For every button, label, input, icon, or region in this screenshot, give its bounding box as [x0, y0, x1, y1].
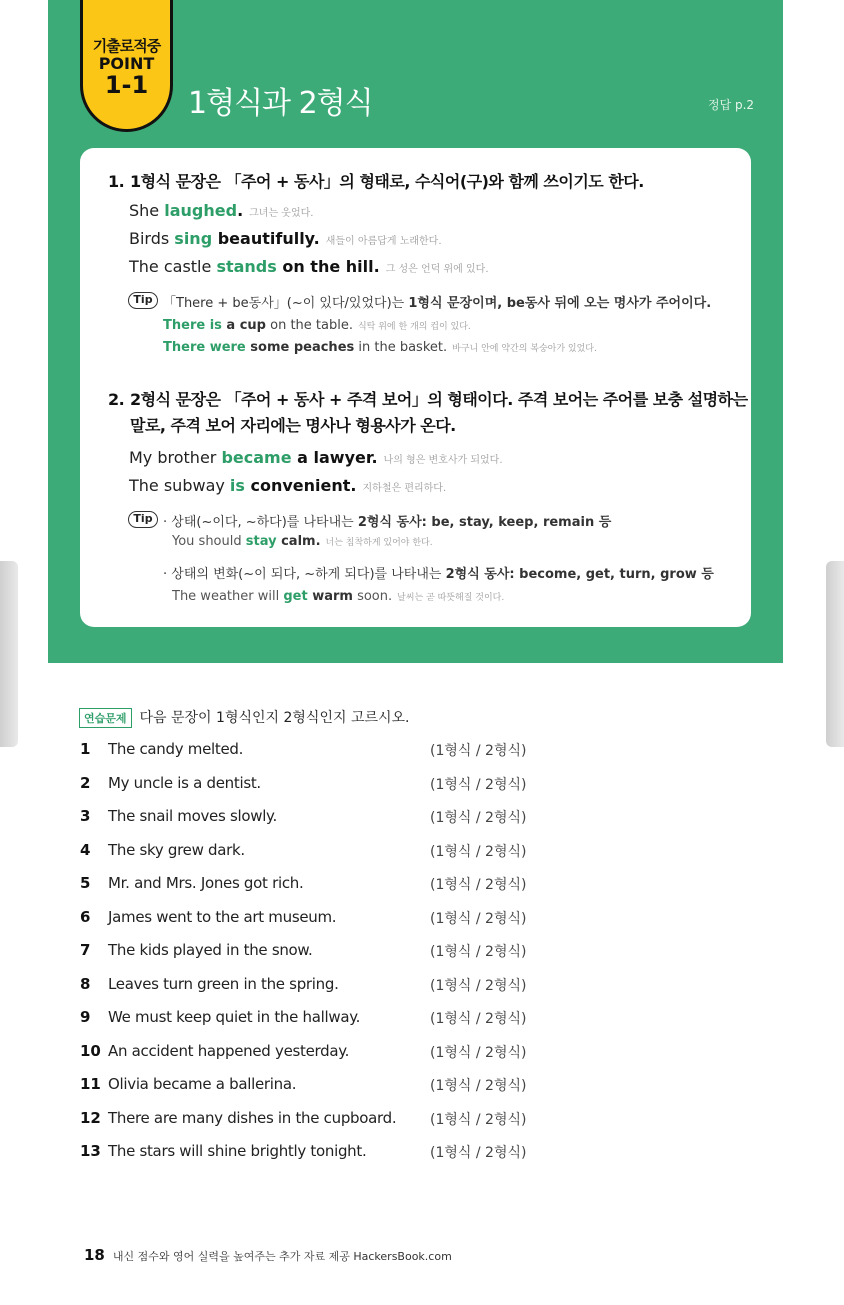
rule-2-tip-example-2: [172, 589, 504, 604]
example-text: in the basket.: [354, 340, 448, 355]
rule-2-tip-1: [163, 511, 611, 530]
practice-question-row: [80, 874, 600, 908]
question-number: 5: [80, 874, 91, 892]
example-highlight: stands: [216, 257, 277, 276]
question-number: 11: [80, 1075, 101, 1093]
example-translation: 너는 침착하게 있어야 한다.: [325, 538, 433, 548]
question-sentence: There are many dishes in the cupboard.: [108, 1108, 397, 1127]
page-footer: [84, 1246, 452, 1264]
question-sentence: My uncle is a dentist.: [108, 773, 261, 792]
question-number: 3: [80, 807, 91, 825]
question-choice[interactable]: (1형식 / 2형식): [430, 1011, 527, 1027]
rule-1-example-3: [129, 257, 489, 276]
page-number: 18: [84, 1246, 105, 1264]
example-bold: a lawyer.: [291, 448, 378, 467]
rule-2-example-2: [129, 476, 446, 495]
rule-1-example-2: [129, 229, 442, 248]
question-number: 10: [80, 1041, 101, 1060]
question-choice[interactable]: (1형식 / 2형식): [430, 810, 527, 826]
tip-bold: 2형식 동사: be, stay, keep, remain 등: [357, 515, 612, 530]
question-sentence: Leaves turn green in the spring.: [108, 974, 339, 993]
question-sentence: The stars will shine brightly tonight.: [108, 1142, 367, 1160]
practice-question-row: [80, 941, 600, 975]
rule-1-tip: [163, 292, 711, 311]
tip-text: 「There + be동사」(~이 있다/있었다)는: [163, 296, 409, 311]
question-number: 12: [80, 1108, 101, 1127]
practice-question-row: [80, 1008, 600, 1042]
example-bold: on the hill.: [276, 257, 380, 276]
example-text: on the table.: [265, 318, 353, 333]
rule-1-text: 1형식 문장은 「주어 + 동사」의 형태로, 수식어(구)와 함께 쓰이기도 한다.: [130, 172, 644, 191]
example-highlight: There were: [163, 340, 246, 355]
answer-reference: 정답 p.2: [708, 98, 755, 112]
practice-question-row: [80, 774, 600, 808]
example-highlight: became: [221, 448, 292, 467]
practice-question-row: [80, 1042, 600, 1076]
point-badge: [80, 0, 173, 132]
rule-2-text-line-1: 2형식 문장은 「주어 + 동사 + 주격 보어」의 형태이다. 주격 보어는 주어를 보충 설명하는: [130, 390, 748, 409]
question-number: 1: [80, 740, 91, 758]
tip-bold: 2형식 동사: become, get, turn, grow 등: [445, 567, 714, 582]
question-choice[interactable]: (1형식 / 2형식): [430, 1111, 527, 1128]
question-sentence: An accident happened yesterday.: [108, 1041, 350, 1060]
question-number: 4: [80, 840, 91, 859]
tip-text: · 상태(~이다, ~하다)를 나타내는: [163, 515, 358, 530]
question-choice[interactable]: (1형식 / 2형식): [430, 776, 527, 793]
example-highlight: is: [229, 476, 245, 495]
tip-label: Tip: [128, 292, 158, 309]
example-bold: beautifully.: [212, 229, 320, 248]
rule-2-tip-2: [163, 563, 714, 582]
example-text: soon.: [352, 589, 393, 604]
example-text: The weather will: [172, 589, 284, 604]
practice-question-row: [80, 740, 600, 774]
rule-1-number: 1.: [108, 172, 125, 191]
example-translation: 식탁 위에 한 개의 컵이 있다.: [357, 322, 471, 332]
example-text: You should: [172, 534, 246, 549]
example-highlight: There is: [163, 318, 222, 333]
example-translation: 나의 형은 변호사가 되었다.: [383, 455, 503, 466]
example-bold: calm.: [276, 534, 321, 549]
practice-tag: 연습문제: [79, 708, 132, 728]
question-choice[interactable]: (1형식 / 2형식): [430, 944, 527, 960]
question-sentence: We must keep quiet in the hallway.: [108, 1008, 361, 1026]
question-sentence: The sky grew dark.: [108, 840, 245, 859]
question-sentence: Olivia became a ballerina.: [108, 1075, 297, 1093]
footer-text: 내신 점수와 영어 실력을 높여주는 추가 자료 제공 HackersBook.com: [112, 1250, 452, 1263]
question-number: 6: [80, 907, 91, 926]
question-choice[interactable]: (1형식 / 2형식): [430, 977, 527, 994]
example-translation: 새들이 아름답게 노래한다.: [325, 236, 442, 247]
rule-2-example-1: [129, 448, 503, 467]
example-highlight: get: [283, 589, 308, 604]
example-bold: some peaches: [245, 340, 355, 355]
rule-1-example-1: [129, 201, 313, 220]
question-sentence: Mr. and Mrs. Jones got rich.: [108, 874, 304, 892]
page-title: 1형식과 2형식: [188, 86, 373, 121]
question-choice[interactable]: (1형식 / 2형식): [430, 1044, 527, 1061]
question-choice[interactable]: (1형식 / 2형식): [430, 843, 527, 860]
rule-2-number: 2.: [108, 390, 125, 409]
question-choice[interactable]: (1형식 / 2형식): [430, 743, 527, 759]
question-number: 9: [80, 1008, 91, 1026]
example-highlight: stay: [245, 534, 277, 549]
question-sentence: The candy melted.: [108, 740, 244, 758]
question-number: 7: [80, 941, 91, 959]
practice-header: [79, 707, 410, 728]
tip-label: Tip: [128, 511, 158, 528]
rule-2-text-line-2: 말로, 주격 보어 자리에는 명사나 형용사가 온다.: [130, 416, 456, 435]
practice-question-row: [80, 908, 600, 942]
practice-question-row: [80, 1109, 600, 1143]
example-text: .: [237, 201, 244, 220]
question-choice[interactable]: (1형식 / 2형식): [430, 910, 527, 927]
example-highlight: laughed: [164, 201, 238, 220]
tip-bold: 1형식 문장이며, be동사 뒤에 오는 명사가 주어이다.: [408, 296, 712, 311]
tip-text: · 상태의 변화(~이 되다, ~하게 되다)를 나타내는: [163, 567, 446, 582]
rule-1-tip-example-1: [163, 318, 471, 333]
question-number: 13: [80, 1142, 101, 1160]
rule-2-tip-example-1: [172, 534, 433, 549]
practice-question-row: [80, 1142, 600, 1176]
badge-number: 1-1: [104, 71, 149, 99]
question-sentence: James went to the art museum.: [108, 907, 337, 926]
badge-point: POINT: [98, 54, 155, 73]
example-highlight: sing: [174, 229, 213, 248]
example-text: The castle: [129, 257, 217, 276]
example-bold: warm: [307, 589, 353, 604]
question-choice[interactable]: (1형식 / 2형식): [430, 1145, 527, 1161]
example-translation: 바구니 안에 약간의 복숭아가 있었다.: [452, 344, 597, 354]
example-text: She: [129, 201, 165, 220]
example-translation: 지하철은 편리하다.: [362, 483, 447, 494]
practice-question-row: [80, 841, 600, 875]
question-sentence: The kids played in the snow.: [108, 941, 313, 959]
example-bold: a cup: [221, 318, 266, 333]
left-page-tab: [0, 561, 18, 747]
question-sentence: The snail moves slowly.: [108, 807, 277, 825]
example-text: Birds: [129, 229, 175, 248]
practice-question-row: [80, 975, 600, 1009]
example-translation: 그 성은 언덕 위에 있다.: [385, 264, 489, 275]
badge-series: 기출로적중: [92, 37, 161, 55]
question-number: 8: [80, 974, 91, 993]
rule-1: [108, 169, 644, 195]
practice-instruction: 다음 문장이 1형식인지 2형식인지 고르시오.: [139, 710, 410, 726]
example-text: My brother: [129, 448, 222, 467]
question-choice[interactable]: (1형식 / 2형식): [430, 1078, 527, 1094]
example-translation: 그녀는 웃었다.: [249, 208, 314, 219]
question-choice[interactable]: (1형식 / 2형식): [430, 877, 527, 893]
question-number: 2: [80, 773, 91, 792]
practice-question-row: [80, 1075, 600, 1109]
example-bold: convenient.: [244, 476, 357, 495]
example-translation: 날씨는 곧 따뜻해질 것이다.: [397, 593, 505, 603]
rule-1-tip-example-2: [163, 340, 597, 355]
right-page-tab: [826, 561, 844, 747]
practice-question-row: [80, 807, 600, 841]
rule-2: [108, 387, 748, 413]
practice-question-list: [80, 740, 600, 1176]
example-text: The subway: [129, 476, 230, 495]
